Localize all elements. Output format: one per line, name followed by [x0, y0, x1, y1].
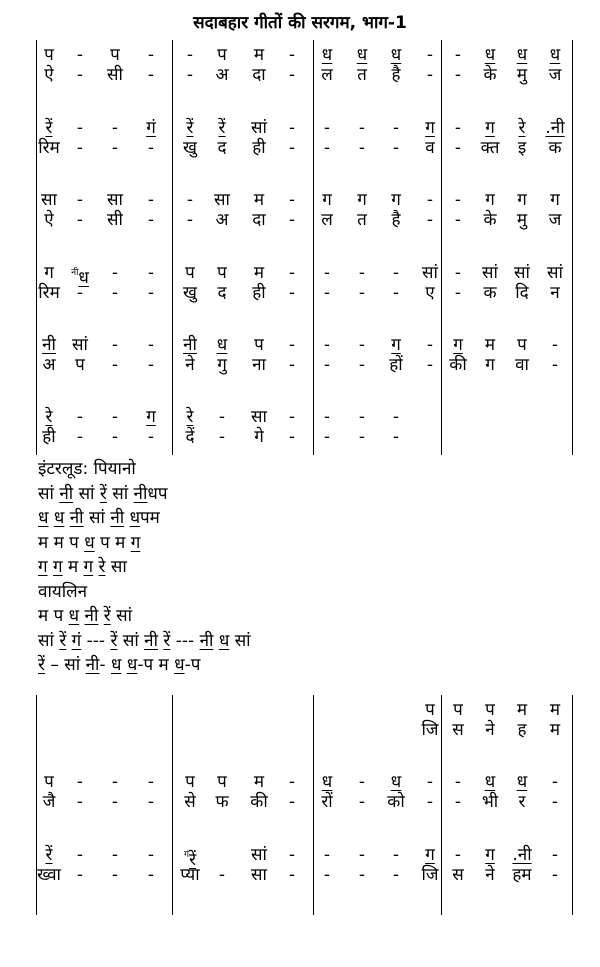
lyric-cell: दें: [185, 427, 195, 447]
lyric-cell: -: [288, 355, 296, 375]
note-cell: प: [217, 45, 227, 65]
note-cell: ग: [517, 190, 527, 210]
barline: [172, 695, 173, 915]
note-cell: -: [186, 190, 194, 210]
interlude-line: म प ध नी रें सां: [38, 606, 133, 626]
note-cell: सां: [251, 845, 267, 865]
lyric-cell: -: [76, 210, 84, 230]
note-cell: म: [253, 263, 265, 283]
note-cell: -: [454, 190, 462, 210]
lyric-cell: -: [323, 283, 331, 303]
lyric-cell: -: [288, 427, 296, 447]
note-cell: रें: [218, 118, 226, 138]
lyric-cell: अ: [42, 355, 56, 375]
lyric-cell: स: [452, 865, 464, 885]
note-cell: प: [185, 772, 195, 792]
note-cell: -: [392, 263, 400, 283]
note-cell: ग: [425, 845, 435, 865]
lyric-cell: वा: [515, 355, 529, 375]
note-cell: -: [392, 845, 400, 865]
note-cell: म: [253, 45, 265, 65]
lyric-cell: -: [358, 355, 366, 375]
note-cell: -: [288, 263, 296, 283]
interlude-line: ध ध नी सां नी धपम: [38, 508, 160, 528]
lyric-cell: -: [454, 792, 462, 812]
lyric-cell: से: [184, 792, 196, 812]
note-cell: सां: [72, 335, 88, 355]
note-cell: ग: [453, 335, 463, 355]
note-cell: $^{नी}$ध: [71, 268, 89, 288]
lyric-cell: -: [111, 865, 119, 885]
lyric-cell: ने: [185, 355, 195, 375]
interlude-line: रें – सां नी- ध ध-प म ध-प: [38, 655, 201, 675]
lyric-cell: -: [111, 138, 119, 158]
note-cell: -: [111, 845, 119, 865]
lyric-cell: -: [454, 138, 462, 158]
note-cell: -: [288, 407, 296, 427]
lyric-cell: -: [147, 355, 155, 375]
note-cell: ग: [146, 407, 156, 427]
note-cell: ग: [485, 190, 495, 210]
note-cell: -: [111, 407, 119, 427]
lyric-cell: दि: [515, 283, 529, 303]
lyric-cell: हम: [512, 865, 532, 885]
lyric-cell: -: [358, 138, 366, 158]
note-cell: ग: [391, 335, 401, 355]
section-label: इंटरलूड: पियानो: [38, 459, 136, 479]
barline: [313, 40, 314, 455]
barline: [441, 695, 442, 915]
note-cell: -: [147, 45, 155, 65]
note-cell: ग: [391, 190, 401, 210]
section-label: वायलिन: [38, 581, 88, 602]
lyric-cell: -: [147, 138, 155, 158]
note-cell: -: [147, 772, 155, 792]
note-cell: -: [426, 335, 434, 355]
note-cell: -: [288, 190, 296, 210]
lyric-cell: -: [392, 283, 400, 303]
barline: [172, 40, 173, 455]
page-title: सदाबहार गीतों की सरगम, भाग-1: [193, 13, 407, 33]
note-cell: ग: [44, 263, 54, 283]
lyric-cell: -: [551, 792, 559, 812]
lyric-cell: सी: [107, 210, 123, 230]
note-cell: रें: [186, 118, 194, 138]
lyric-cell: -: [426, 355, 434, 375]
interlude-line: ग ग म ग रे सा: [38, 557, 127, 577]
lyric-cell: गे: [254, 427, 264, 447]
lyric-cell: भी: [481, 792, 499, 812]
lyric-cell: -: [76, 138, 84, 158]
note-cell: सा: [107, 190, 123, 210]
lyric-cell: -: [288, 283, 296, 303]
note-cell: -: [358, 407, 366, 427]
note-cell: म: [253, 772, 265, 792]
lyric-cell: ही: [252, 283, 266, 303]
lyric-cell: जै: [42, 792, 56, 812]
interlude-line: सां नी सां रें सां नीधप: [38, 483, 168, 504]
barline: [441, 40, 442, 455]
lyric-cell: ल: [321, 210, 333, 230]
lyric-cell: -: [76, 65, 84, 85]
note-cell: -: [358, 263, 366, 283]
lyric-cell: -: [76, 792, 84, 812]
lyric-cell: -: [392, 865, 400, 885]
note-cell: ग: [485, 845, 495, 865]
note-cell: -: [147, 335, 155, 355]
note-cell: ध: [321, 45, 333, 65]
lyric-cell: द: [217, 138, 227, 158]
note-cell: ग: [357, 190, 367, 210]
note-cell: सा: [41, 190, 57, 210]
lyric-cell: ही: [252, 138, 266, 158]
note-cell: -: [76, 118, 84, 138]
lyric-cell: ग: [485, 355, 495, 375]
note-cell: -: [426, 45, 434, 65]
lyric-cell: अ: [215, 210, 229, 230]
note-cell: ध: [356, 45, 368, 65]
note-cell: -: [288, 335, 296, 355]
lyric-cell: त: [357, 65, 367, 85]
lyric-cell: र: [518, 792, 526, 812]
lyric-cell: -: [323, 355, 331, 375]
note-cell: ध: [216, 335, 228, 355]
lyric-cell: -: [147, 65, 155, 85]
lyric-cell: ज: [548, 210, 562, 230]
note-cell: -: [218, 407, 226, 427]
barline: [36, 695, 37, 915]
lyric-cell: ने: [485, 865, 495, 885]
lyric-cell: को: [387, 792, 405, 812]
note-cell: -: [551, 845, 559, 865]
note-cell: -: [392, 118, 400, 138]
lyric-cell: -: [454, 283, 462, 303]
lyric-cell: की: [250, 792, 268, 812]
interlude-line: सां रें गं --- रें सां नी रें --- नी ध सां: [38, 630, 251, 651]
lyric-cell: -: [218, 865, 226, 885]
lyric-cell: -: [323, 138, 331, 158]
note-cell: प: [254, 335, 264, 355]
note-cell: -: [323, 335, 331, 355]
lyric-cell: -: [186, 65, 194, 85]
note-cell: -: [288, 45, 296, 65]
lyric-cell: म: [549, 720, 561, 740]
note-cell: प: [185, 263, 195, 283]
lyric-cell: मु: [516, 65, 528, 85]
note-cell: सां: [251, 118, 267, 138]
note-cell: -: [392, 407, 400, 427]
lyric-cell: ज: [548, 65, 562, 85]
lyric-cell: सी: [107, 65, 123, 85]
note-cell: म: [549, 700, 561, 720]
lyric-cell: -: [323, 865, 331, 885]
barline: [36, 40, 37, 455]
note-cell: -: [454, 118, 462, 138]
lyric-cell: ने: [485, 720, 495, 740]
lyric-cell: -: [76, 283, 84, 303]
note-cell: ग: [322, 190, 332, 210]
note-cell: -: [76, 845, 84, 865]
note-cell: सा: [251, 407, 267, 427]
note-cell: सां: [514, 263, 530, 283]
note-cell: नी: [183, 335, 197, 355]
lyric-cell: -: [454, 65, 462, 85]
note-cell: ध: [549, 45, 561, 65]
lyric-cell: -: [426, 210, 434, 230]
lyric-cell: -: [147, 865, 155, 885]
lyric-cell: -: [147, 792, 155, 812]
lyric-cell: रों: [321, 792, 333, 812]
note-cell: प: [485, 700, 495, 720]
lyric-cell: दा: [252, 65, 266, 85]
barline: [313, 695, 314, 915]
note-cell: ध: [390, 772, 402, 792]
note-cell: प: [517, 335, 527, 355]
note-cell: -: [76, 407, 84, 427]
lyric-cell: -: [551, 355, 559, 375]
lyric-cell: खु: [183, 138, 197, 158]
note-cell: -: [288, 772, 296, 792]
note-cell: रे: [518, 118, 526, 138]
lyric-cell: सा: [251, 865, 267, 885]
note-cell: -: [76, 772, 84, 792]
lyric-cell: दा: [252, 210, 266, 230]
lyric-cell: -: [358, 792, 366, 812]
note-cell: -: [323, 407, 331, 427]
lyric-cell: के: [483, 65, 497, 85]
lyric-cell: अ: [215, 65, 229, 85]
note-cell: सां: [547, 263, 563, 283]
note-cell: -: [454, 845, 462, 865]
lyric-cell: क: [548, 138, 562, 158]
note-cell: म: [516, 700, 528, 720]
note-cell: रे: [186, 407, 194, 427]
note-cell: रें: [45, 118, 53, 138]
lyric-cell: -: [76, 427, 84, 447]
lyric-cell: ए: [425, 283, 435, 303]
lyric-cell: ऐ: [44, 210, 54, 230]
note-cell: प: [110, 45, 120, 65]
lyric-cell: स: [452, 720, 464, 740]
barline: [572, 40, 573, 455]
note-cell: -: [454, 772, 462, 792]
lyric-cell: -: [288, 865, 296, 885]
lyric-cell: गु: [217, 355, 227, 375]
lyric-cell: खु: [183, 283, 197, 303]
lyric-cell: -: [111, 792, 119, 812]
lyric-cell: क्त: [480, 138, 500, 158]
lyric-cell: के: [483, 210, 497, 230]
lyric-cell: -: [288, 138, 296, 158]
note-cell: ध: [516, 772, 528, 792]
lyric-cell: रिम: [38, 283, 60, 303]
lyric-cell: -: [111, 355, 119, 375]
lyric-cell: -: [454, 210, 462, 230]
lyric-cell: रिम: [38, 138, 60, 158]
lyric-cell: क: [483, 283, 497, 303]
lyric-cell: -: [186, 210, 194, 230]
note-cell: -: [76, 190, 84, 210]
note-cell: -: [111, 772, 119, 792]
note-cell: .नी: [512, 845, 532, 865]
note-cell: सां: [482, 263, 498, 283]
note-cell: प: [425, 700, 435, 720]
lyric-cell: जि: [421, 865, 439, 885]
note-cell: -: [147, 845, 155, 865]
lyric-cell: इ: [517, 138, 527, 158]
note-cell: -: [323, 845, 331, 865]
lyric-cell: -: [426, 792, 434, 812]
note-cell: -: [288, 118, 296, 138]
lyric-cell: -: [111, 427, 119, 447]
note-cell: प: [453, 700, 463, 720]
lyric-cell: फ: [215, 792, 229, 812]
note-cell: -: [111, 118, 119, 138]
lyric-cell: ना: [252, 355, 266, 375]
lyric-cell: त: [357, 210, 367, 230]
lyric-cell: -: [288, 792, 296, 812]
lyric-cell: -: [358, 283, 366, 303]
note-cell: -: [76, 45, 84, 65]
lyric-cell: है: [391, 210, 401, 230]
note-cell: -: [426, 190, 434, 210]
lyric-cell: -: [358, 865, 366, 885]
lyric-cell: द: [217, 283, 227, 303]
lyric-cell: -: [218, 427, 226, 447]
lyric-cell: ऐ: [44, 65, 54, 85]
note-cell: -: [454, 45, 462, 65]
lyric-cell: ल: [321, 65, 333, 85]
note-cell: रे: [45, 407, 53, 427]
note-cell: -: [551, 772, 559, 792]
lyric-cell: -: [288, 65, 296, 85]
note-cell: -: [358, 772, 366, 792]
note-cell: -: [426, 772, 434, 792]
note-cell: रें: [45, 845, 53, 865]
note-cell: ध: [390, 45, 402, 65]
note-cell: ध: [484, 772, 496, 792]
lyric-cell: -: [147, 210, 155, 230]
note-cell: -: [358, 118, 366, 138]
lyric-cell: ही: [42, 427, 56, 447]
lyric-cell: व: [425, 138, 435, 158]
lyric-cell: प्या: [180, 865, 200, 885]
lyric-cell: की: [449, 355, 467, 375]
note-cell: प: [217, 263, 227, 283]
lyric-cell: -: [551, 865, 559, 885]
note-cell: -: [323, 118, 331, 138]
lyric-cell: है: [391, 65, 401, 85]
note-cell: -: [358, 335, 366, 355]
note-cell: ग: [550, 190, 560, 210]
note-cell: -: [186, 45, 194, 65]
note-cell: -: [454, 263, 462, 283]
note-cell: प: [217, 772, 227, 792]
note-cell: प: [44, 772, 54, 792]
note-cell: गं: [146, 118, 156, 138]
note-cell: -: [111, 335, 119, 355]
lyric-cell: हों: [389, 355, 403, 375]
note-cell: .नी: [545, 118, 565, 138]
lyric-cell: मु: [516, 210, 528, 230]
note-cell: म: [484, 335, 496, 355]
note-cell: -: [551, 335, 559, 355]
lyric-cell: न: [550, 283, 560, 303]
lyric-cell: ह: [517, 720, 527, 740]
note-cell: ध: [484, 45, 496, 65]
note-cell: ग: [485, 118, 495, 138]
lyric-cell: जि: [421, 720, 439, 740]
note-cell: नी: [42, 335, 56, 355]
lyric-cell: -: [147, 283, 155, 303]
lyric-cell: -: [111, 283, 119, 303]
lyric-cell: -: [76, 865, 84, 885]
note-cell: ग: [425, 118, 435, 138]
barline: [572, 695, 573, 915]
note-cell: -: [111, 263, 119, 283]
lyric-cell: -: [426, 65, 434, 85]
interlude-line: म म प ध प म ग: [38, 532, 141, 553]
lyric-cell: -: [392, 427, 400, 447]
lyric-cell: -: [358, 427, 366, 447]
note-cell: सां: [422, 263, 438, 283]
note-cell: -: [147, 190, 155, 210]
lyric-cell: -: [392, 138, 400, 158]
note-cell: -: [147, 263, 155, 283]
note-cell: $^{गं}$रें: [183, 850, 197, 870]
note-cell: ध: [321, 772, 333, 792]
note-cell: -: [288, 845, 296, 865]
note-cell: सा: [214, 190, 230, 210]
note-cell: -: [323, 263, 331, 283]
note-cell: -: [358, 845, 366, 865]
lyric-cell: -: [288, 210, 296, 230]
note-cell: प: [44, 45, 54, 65]
note-cell: म: [253, 190, 265, 210]
lyric-cell: -: [147, 427, 155, 447]
note-cell: ध: [516, 45, 528, 65]
lyric-cell: ख्वा: [37, 865, 61, 885]
lyric-cell: प: [75, 355, 85, 375]
lyric-cell: -: [323, 427, 331, 447]
